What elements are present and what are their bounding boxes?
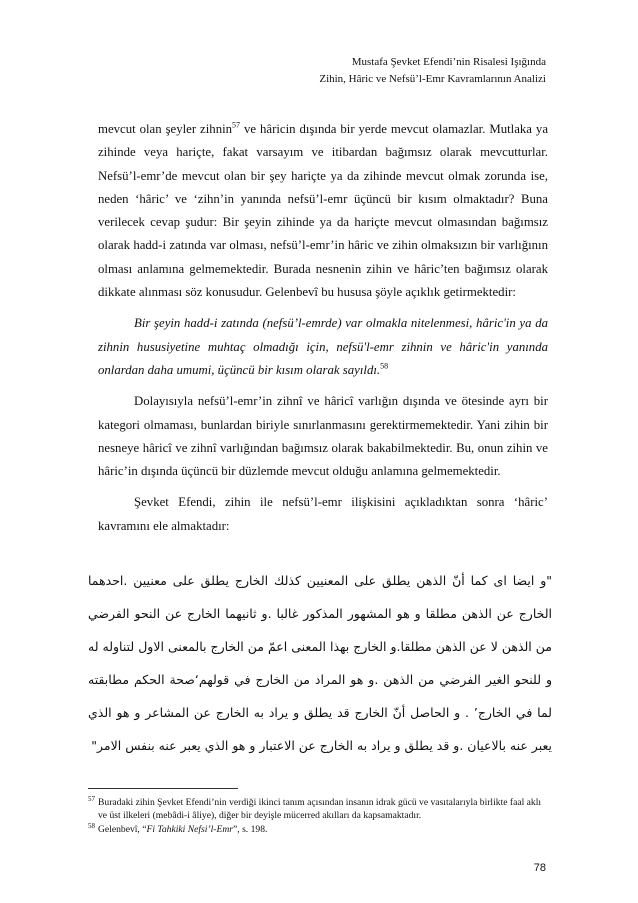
paragraph-1-start: mevcut olan şeyler zihnin [98,122,233,136]
paragraph-3: Şevket Efendi, zihin ile nefsü’l-emr ilişkisini açıkladıktan sonra ‘hâric’ kavramını ele almaktadır: [98,495,548,533]
header-line-2: Zihin, Hâric ve Nefsü’l-Emr Kavramlarının Analizi [319,73,546,85]
footnote-text-end: ”, s. 198. [233,824,268,835]
footnotes [88,796,552,837]
paragraph-1-rest: ve hâricin dışında bir yerde mevcut olamazlar. Mutlaka ya zihinde veya hariçte, fakat varsayım ve itibardan bağımsız olarak mevcutturlar. Nefsü’l-emr’de mevcut olan bir şey hariçte ya da zihinde mevcut olmak zorunda ise, neden ‘hâric’ ve ‘zihn’in yanında nefsü’l-emr üçüncü bir kısım olmaktadır? Buna verilecek cevap şudur: Bir şeyin zihinde ya da hariçte mevcut olmasından bağımsız olarak hadd-i zatında var olması, nefsü’l-emr’in hâric ve zihin olmaksızın bir varlığının olması anlamına gelmemektedir. Burada nesnenin zihin ve hâric’ten bağımsız olarak dikkate alınması söz konusudur. Gelenbevî bu hususa şöyle açıklık getirmektedir: [98,122,548,300]
footnote-57 [88,796,552,822]
footnote-book-title: Fi Tahkiki Nefsi’l-Emr [146,824,234,835]
page-number: 78 [533,862,546,874]
main-text [98,118,548,538]
footnote-number: 58 [88,821,95,830]
footnote-text: Buradaki zihin Şevket Efendi’nin verdiği ikinci tanım açısından insanın idrak gücü ve vasıtalarıyla birlikte faal aklı [98,797,542,808]
footnote-number: 57 [88,794,95,803]
block-quote-text: Bir şeyin hadd-i zatında (nefsü’l-emrde) var olmakla nitelenmesi, hâric'in ya da zihnin hususiyetine muhtaç olmadığı için, nefsü'l-emr zihnin ve hâric'in yanında onlardan daha umumi, üçüncü bir kısım olarak sayıldı. [98,316,548,377]
footnote-ref-58: 58 [380,361,389,371]
footnote-ref-57: 57 [232,120,241,130]
block-quote [98,312,548,382]
paragraph-1 [98,118,548,304]
footnote-58 [88,823,552,836]
header-line-1: Mustafa Şevket Efendi’nin Risalesi Işığında [351,56,546,68]
footnote-continuation: ve üst ilkeleri (mebâdi-i âliye), diğer bir deyişle mücerred akılları da kapsamaktadır. [98,810,422,821]
paragraph-2: Dolayısıyla nefsü’l-emr’in zihnî ve hâricî varlığın dışında ve ötesinde ayrı bir kategori olmaması, bunlardan biriyle sınırlanmasını gerektirmemektedir. Yani zihin bir nesneye hâricî ve zihnî varlığından bağımsız olarak bakabilmektedir. Bu, onun zihin ve hâric’in dışında üçüncü bir düzlemde mevcut olduğu anlamına gelmemektedir. [98,394,548,479]
running-header [319,54,546,88]
footnote-separator [88,788,238,789]
arabic-quotation: "و ايضا اى كما أنّ الذهن يطلق على المعنيين كذلك الخارج يطلق على معنيين .احدهما الخارج عن الذهن مطلقا و هو المشهور المذكور غالبا .و ثانيهما الخارج عن النحو الفرضي من الذهن لا عن الذهن مطلقا.و الخارج بهذا المعنى اعمّ من الخارج بالمعنى الاول لتناوله له و للنحو الغير الفرضي من الذهن .و هو المراد من الخارج في قولهم‘صحة الحكم مطابقته لما في الخارج’ . و الحاصل أنّ الخارج قد يطلق و يراد به الخارج عن المشاعر و هو الذي يعبر عنه بالاعيان .و قد يطلق و يراد به الخارج عن الاعتبار و هو الذي يعبر عنه بنفس الامر" [88,573,552,753]
footnote-text-start: Gelenbevî, “ [98,824,147,835]
